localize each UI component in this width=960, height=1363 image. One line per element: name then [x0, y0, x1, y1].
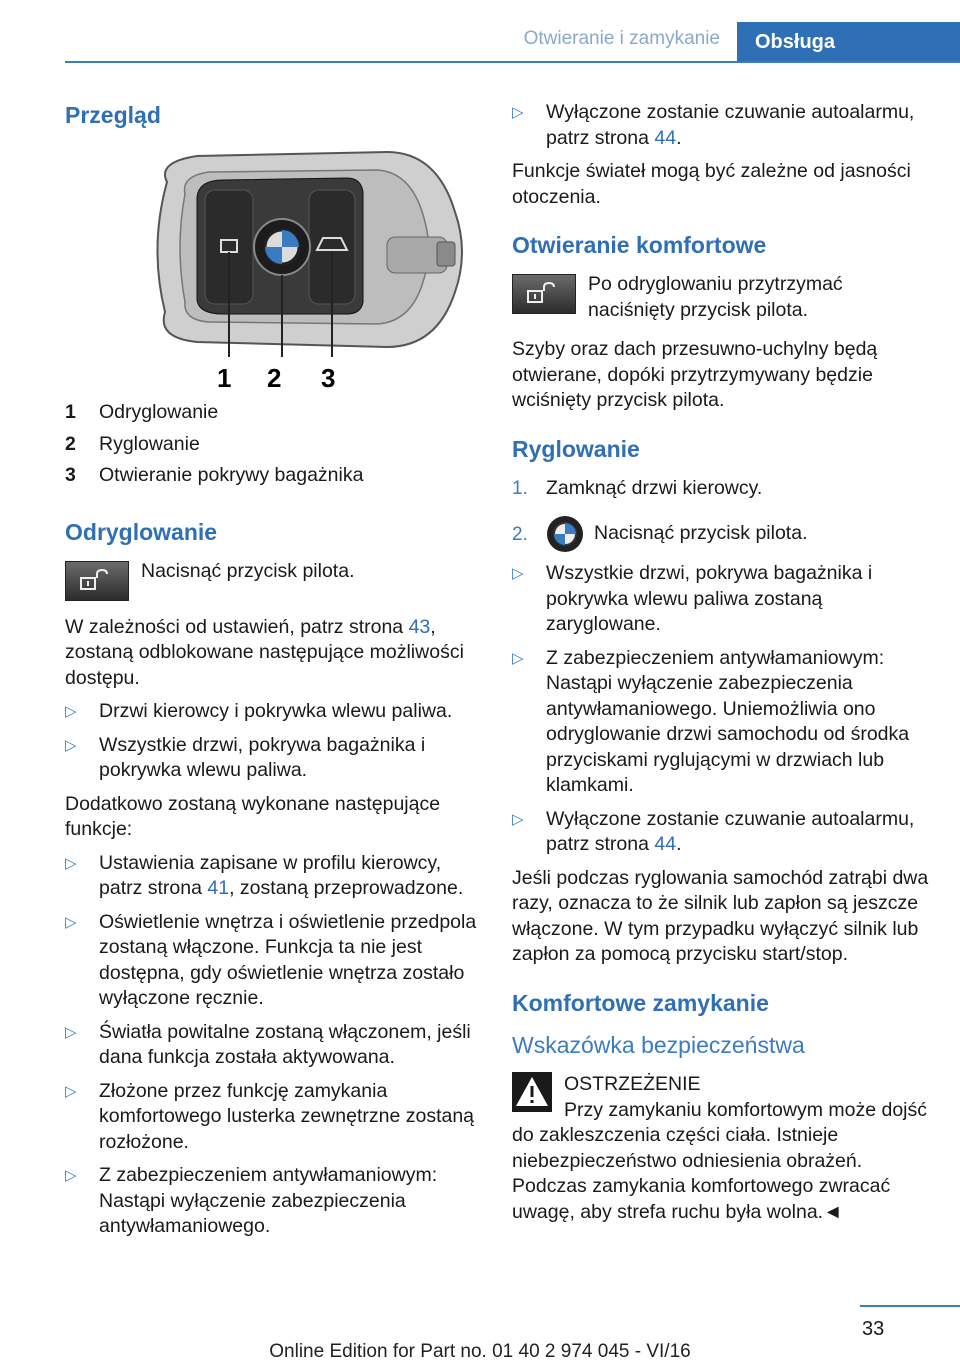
- lock-results-list: [512, 561, 930, 858]
- legend-text: Odryglowanie: [99, 401, 219, 423]
- bullet-arrow-icon: ▷: [512, 649, 524, 667]
- legend-number: 2: [65, 432, 76, 455]
- text: W zależności od ustawień, patrz strona: [65, 615, 409, 638]
- figure-legend: [65, 400, 485, 489]
- text: Wyłączone zostanie czuwanie autoalarmu, patrz strona: [546, 807, 915, 855]
- text: .: [676, 126, 682, 149]
- list-item-text: Złożone przez funkcję zamykania komfortowego lusterka zewnętrzne zostaną rozłożone.: [99, 1079, 475, 1153]
- list-item: [512, 100, 930, 151]
- header-rule: [65, 61, 960, 63]
- page-link-41[interactable]: 41: [207, 877, 230, 899]
- list-item-text: Oświetlenie wnętrza i oświetlenie przedpola zostaną włączone. Funkcja ta nie jest dostępna, gdy oświetlenie wnętrza zostało wyłączone ręcznie.: [99, 910, 477, 1009]
- page-link-44[interactable]: 44: [654, 833, 677, 855]
- header-section-title: Otwieranie i zamykanie: [523, 28, 720, 49]
- bmw-logo-icon: [546, 515, 584, 553]
- warning-title: OSTRZEŻENIE: [564, 1072, 701, 1095]
- list-item-text: Wszystkie drzwi, pokrywa bagażnika i pokrywka wlewu paliwa zostaną zaryglowane.: [546, 562, 873, 635]
- figure-label-3: 3: [321, 363, 336, 392]
- warning-triangle-icon: [512, 1072, 552, 1112]
- bullet-arrow-icon: ▷: [65, 1167, 77, 1184]
- list-item: [65, 699, 485, 725]
- bullet-arrow-icon: ▷: [65, 1023, 77, 1041]
- list-item-text: Z zabezpieczeniem antywłamaniowym: Nastąpi wyłączenie zabezpieczenia antywłamaniowego. Uniemożliwia ono odryglowanie drzwi samochodu od środka przyciskami ryglującymi w drzwiach lub klamkami.: [546, 646, 910, 796]
- unlock-button-row: [65, 559, 485, 601]
- paragraph-light-functions: Funkcje świateł mogą być zależne od jasności otoczenia.: [512, 160, 911, 208]
- page-link-43[interactable]: 43: [408, 615, 431, 638]
- paragraph-additional-functions: Dodatkowo zostaną wykonane następujące funkcje:: [65, 792, 441, 840]
- list-item: [65, 1020, 485, 1071]
- footer-rule: [860, 1305, 960, 1307]
- list-item-text: Drzwi kierowcy i pokrywka wlewu paliwa.: [99, 700, 453, 722]
- step-number: 2.: [512, 523, 528, 545]
- unlock-button-icon: [65, 561, 129, 601]
- legend-number: 1: [65, 401, 76, 423]
- list-item-text: Zamknąć drzwi kierowcy.: [546, 476, 763, 499]
- heading-overview: Przegląd: [65, 102, 161, 128]
- heading-lock: Ryglowanie: [512, 435, 640, 462]
- figure-label-2: 2: [267, 363, 282, 392]
- comfort-open-row: [512, 272, 930, 323]
- unlock-instruction: Nacisnąć przycisk pilota.: [141, 559, 355, 582]
- warning-text: Przy zamykaniu komfortowym może dojść do zakleszczenia części ciała. Istnieje niebezpieczeństwo odniesienia obrażeń. Podczas zamykania komfortowego zwracać uwagę, aby strefa ruchu była wolna.◄: [512, 1098, 928, 1223]
- key-fob-illustration: [137, 142, 487, 392]
- list-item-text: [99, 851, 485, 902]
- bullet-arrow-icon: ▷: [65, 913, 77, 931]
- list-item: [512, 561, 930, 638]
- paragraph-windows: Szyby oraz dach przesuwno-uchylny będą otwierane, dopóki przytrzymywany będzie wciśnięty przycisk pilota.: [512, 338, 878, 411]
- list-item-text: Z zabezpieczeniem antywłamaniowym: Nastąpi wyłączenie zabezpieczenia antywłamaniowego.: [99, 1164, 438, 1237]
- heading-unlock: Odryglowanie: [65, 518, 218, 545]
- list-item: [512, 807, 930, 858]
- bullet-arrow-icon: ▷: [512, 104, 524, 121]
- text: Wyłączone zostanie czuwanie autoalarmu, patrz strona: [546, 101, 915, 149]
- bullet-arrow-icon: ▷: [65, 736, 77, 754]
- bullet-arrow-icon: ▷: [512, 565, 524, 582]
- list-item-text: Światła powitalne zostaną włączonem, jeśli dana funkcja została aktywowana.: [99, 1020, 471, 1068]
- page-header: [0, 0, 960, 62]
- legend-number: 3: [65, 464, 76, 486]
- footer-edition: Online Edition for Part no. 01 40 2 974 045 - VI/16: [269, 1341, 691, 1362]
- page-link-44[interactable]: 44: [654, 126, 677, 149]
- legend-text: Ryglowanie: [99, 432, 200, 455]
- paragraph-horn-warning: Jeśli podczas ryglowania samochód zatrąbi dwa razy, oznacza to że silnik lub zapłon są jeszcze włączone. W tym przypadku wyłączyć silnik lub zapłon za pomocą przycisku start/stop.: [512, 866, 929, 965]
- list-item: [65, 1163, 485, 1240]
- text: Ustawienia zapisane w profilu kierowcy, patrz strona: [99, 851, 442, 899]
- list-item: [512, 646, 930, 799]
- right-column: [512, 100, 930, 1233]
- list-item: [65, 851, 485, 902]
- list-item: [512, 515, 930, 553]
- heading-comfort-close: Komfortowe zamykanie: [512, 989, 769, 1016]
- comfort-open-instruction: Po odryglowaniu przytrzymać naciśnięty przycisk pilota.: [588, 273, 843, 321]
- bullet-arrow-icon: ▷: [65, 1082, 77, 1100]
- heading-safety-note: Wskazówka bezpieczeństwa: [512, 1031, 805, 1058]
- text: , zostaną odblokowane następujące możliwości dostępu.: [65, 615, 464, 689]
- list-item-text: Wszystkie drzwi, pokrywa bagażnika i pokrywka wlewu paliwa.: [99, 733, 426, 781]
- list-item: [65, 1079, 485, 1156]
- bullet-arrow-icon: ▷: [65, 703, 77, 720]
- additional-functions-list: [65, 851, 485, 1240]
- unlock-access-list: [65, 699, 485, 784]
- page-number: 33: [862, 1318, 885, 1340]
- paragraph-unlock-settings: [65, 615, 485, 692]
- text: .: [676, 833, 682, 855]
- list-item-text: [546, 807, 930, 858]
- unlock-button-icon: [512, 274, 576, 314]
- bullet-arrow-icon: ▷: [65, 854, 77, 872]
- header-tab: Obsługa: [737, 22, 960, 62]
- list-item: [65, 733, 485, 784]
- alarm-list: [512, 100, 930, 151]
- list-item: [512, 476, 930, 502]
- lock-steps-list: [512, 476, 930, 554]
- list-item-text: [546, 100, 930, 151]
- text: , zostaną przeprowadzone.: [229, 877, 464, 899]
- figure-label-1: 1: [217, 363, 232, 392]
- list-item-text: Nacisnąć przycisk pilota.: [594, 522, 808, 545]
- list-item: [65, 910, 485, 1012]
- heading-comfort-open: Otwieranie komfortowe: [512, 232, 767, 258]
- bullet-arrow-icon: ▷: [512, 810, 524, 828]
- left-column: [65, 100, 485, 1248]
- legend-text: Otwieranie pokrywy bagażnika: [99, 464, 364, 486]
- step-number: 1.: [512, 477, 528, 499]
